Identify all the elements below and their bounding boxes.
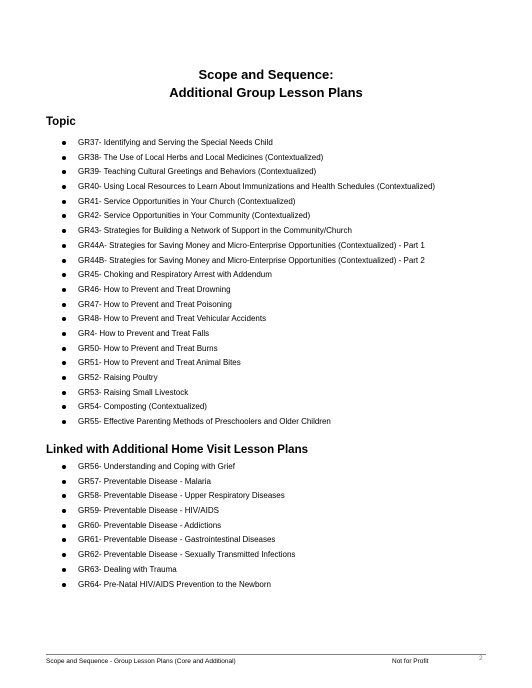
- lesson-plan-label: GR50- How to Prevent and Treat Burns: [78, 343, 218, 353]
- bullet-icon: [62, 273, 66, 277]
- lesson-plan-label: GR64- Pre-Natal HIV/AIDS Prevention to the Newborn: [78, 579, 271, 589]
- bullet-icon: [62, 229, 66, 233]
- bullet-icon: [62, 259, 66, 263]
- section-heading-topic: Topic: [46, 116, 76, 128]
- lesson-plan-item: [62, 165, 435, 180]
- lesson-plan-item: [62, 533, 295, 548]
- bullet-icon: [62, 141, 66, 145]
- lesson-plan-item: [62, 475, 295, 490]
- lesson-plan-label: GR40- Using Local Resources to Learn About Immunizations and Health Schedules (Contextualized): [78, 182, 436, 192]
- bullet-icon: [62, 568, 66, 572]
- bullet-icon: [62, 214, 66, 218]
- bullet-icon: [62, 185, 66, 189]
- lesson-plan-item: [62, 548, 295, 563]
- lesson-plan-item: [62, 386, 435, 401]
- section-heading-linked-home-visit: Linked with Additional Home Visit Lesson Plans: [46, 444, 308, 456]
- lesson-plan-label: GR54- Composting (Contextualized): [78, 402, 207, 412]
- lesson-plan-label: GR53- Raising Small Livestock: [78, 387, 189, 397]
- bullet-icon: [62, 538, 66, 542]
- lesson-plan-label: GR47- How to Prevent and Treat Poisoning: [78, 299, 232, 309]
- bullet-icon: [62, 465, 66, 469]
- lesson-plan-item: [62, 180, 435, 195]
- lesson-plan-item: [62, 254, 435, 269]
- lesson-plan-label: GR48- How to Prevent and Treat Vehicular Accidents: [78, 314, 267, 324]
- bullet-icon: [62, 317, 66, 321]
- lesson-plan-item: [62, 312, 435, 327]
- bullet-icon: [62, 332, 66, 336]
- lesson-plan-item: [62, 151, 435, 166]
- bullet-icon: [62, 303, 66, 307]
- bullet-icon: [62, 288, 66, 292]
- bullet-icon: [62, 347, 66, 351]
- bullet-icon: [62, 361, 66, 365]
- lesson-plan-item: [62, 371, 435, 386]
- lesson-plan-item: [62, 195, 435, 210]
- linked-lesson-list: [62, 460, 295, 592]
- lesson-plan-label: GR43- Strategies for Building a Network of Support in the Community/Church: [78, 226, 352, 236]
- lesson-plan-label: GR37- Identifying and Serving the Special Needs Child: [78, 138, 273, 147]
- lesson-plan-label: GR44A- Strategies for Saving Money and Micro-Enterprise Opportunities (Contextualized) - Part 1: [78, 240, 425, 250]
- lesson-plan-label: GR60- Preventable Disease - Addictions: [78, 520, 222, 530]
- lesson-plan-item: [62, 489, 295, 504]
- lesson-plan-label: GR44B- Strategies for Saving Money and Micro-Enterprise Opportunities (Contextualized) - Part 2: [78, 255, 425, 265]
- lesson-plan-label: GR42- Service Opportunities in Your Community (Contextualized): [78, 211, 311, 221]
- bullet-icon: [62, 583, 66, 587]
- lesson-plan-item: [62, 224, 435, 239]
- lesson-plan-item: [62, 342, 435, 357]
- topic-lesson-list: [62, 136, 435, 430]
- lesson-plan-label: GR38- The Use of Local Herbs and Local Medicines (Contextualized): [78, 152, 324, 162]
- lesson-plan-item: [62, 327, 435, 342]
- lesson-plan-item: [62, 283, 435, 298]
- bullet-icon: [62, 553, 66, 557]
- lesson-plan-item: [62, 504, 295, 519]
- lesson-plan-label: GR59- Preventable Disease - HIV/AIDS: [78, 506, 219, 516]
- bullet-icon: [62, 405, 66, 409]
- lesson-plan-item: [62, 209, 435, 224]
- lesson-plan-label: GR57- Preventable Disease - Malaria: [78, 476, 211, 486]
- bullet-icon: [62, 391, 66, 395]
- lesson-plan-label: GR63- Dealing with Trauma: [78, 564, 177, 574]
- bullet-icon: [62, 509, 66, 513]
- bullet-icon: [62, 524, 66, 528]
- lesson-plan-item: [62, 136, 435, 151]
- lesson-plan-item: [62, 298, 435, 313]
- bullet-icon: [62, 244, 66, 248]
- lesson-plan-item: [62, 356, 435, 371]
- document-title-line-1: Scope and Sequence:: [198, 67, 334, 82]
- lesson-plan-label: GR56- Understanding and Coping with Grief: [78, 462, 235, 471]
- bullet-icon: [62, 200, 66, 204]
- lesson-plan-label: GR39- Teaching Cultural Greetings and Behaviors (Contextualized): [78, 167, 317, 177]
- page-number: 2: [479, 655, 483, 662]
- bullet-icon: [62, 494, 66, 498]
- lesson-plan-label: GR52- Raising Poultry: [78, 373, 158, 382]
- bullet-icon: [62, 480, 66, 484]
- bullet-icon: [62, 420, 66, 424]
- footer-notice: Not for Profit: [392, 658, 429, 665]
- document-title-line-2: Additional Group Lesson Plans: [169, 85, 363, 100]
- lesson-plan-label: GR58- Preventable Disease - Upper Respiratory Diseases: [78, 491, 285, 501]
- footer-document-name: Scope and Sequence - Group Lesson Plans (Core and Additional): [46, 658, 236, 665]
- lesson-plan-label: GR55- Effective Parenting Methods of Preschoolers and Older Children: [78, 417, 331, 427]
- lesson-plan-item: [62, 415, 435, 430]
- lesson-plan-item: [62, 460, 295, 475]
- bullet-icon: [62, 376, 66, 380]
- lesson-plan-item: [62, 563, 295, 578]
- lesson-plan-item: [62, 239, 435, 254]
- lesson-plan-label: GR62- Preventable Disease - Sexually Transmitted Infections: [78, 550, 296, 560]
- lesson-plan-label: GR61- Preventable Disease - Gastrointestinal Diseases: [78, 535, 276, 545]
- lesson-plan-label: GR41- Service Opportunities in Your Church (Contextualized): [78, 196, 296, 206]
- lesson-plan-item: [62, 578, 295, 593]
- lesson-plan-item: [62, 519, 295, 534]
- bullet-icon: [62, 170, 66, 174]
- lesson-plan-label: GR4- How to Prevent and Treat Falls: [78, 328, 210, 338]
- lesson-plan-label: GR46- How to Prevent and Treat Drowning: [78, 284, 231, 294]
- lesson-plan-label: GR45- Choking and Respiratory Arrest with Addendum: [78, 270, 272, 280]
- lesson-plan-item: [62, 400, 435, 415]
- lesson-plan-item: [62, 268, 435, 283]
- footer-divider: [46, 654, 486, 655]
- lesson-plan-label: GR51- How to Prevent and Treat Animal Bites: [78, 358, 241, 368]
- bullet-icon: [62, 156, 66, 160]
